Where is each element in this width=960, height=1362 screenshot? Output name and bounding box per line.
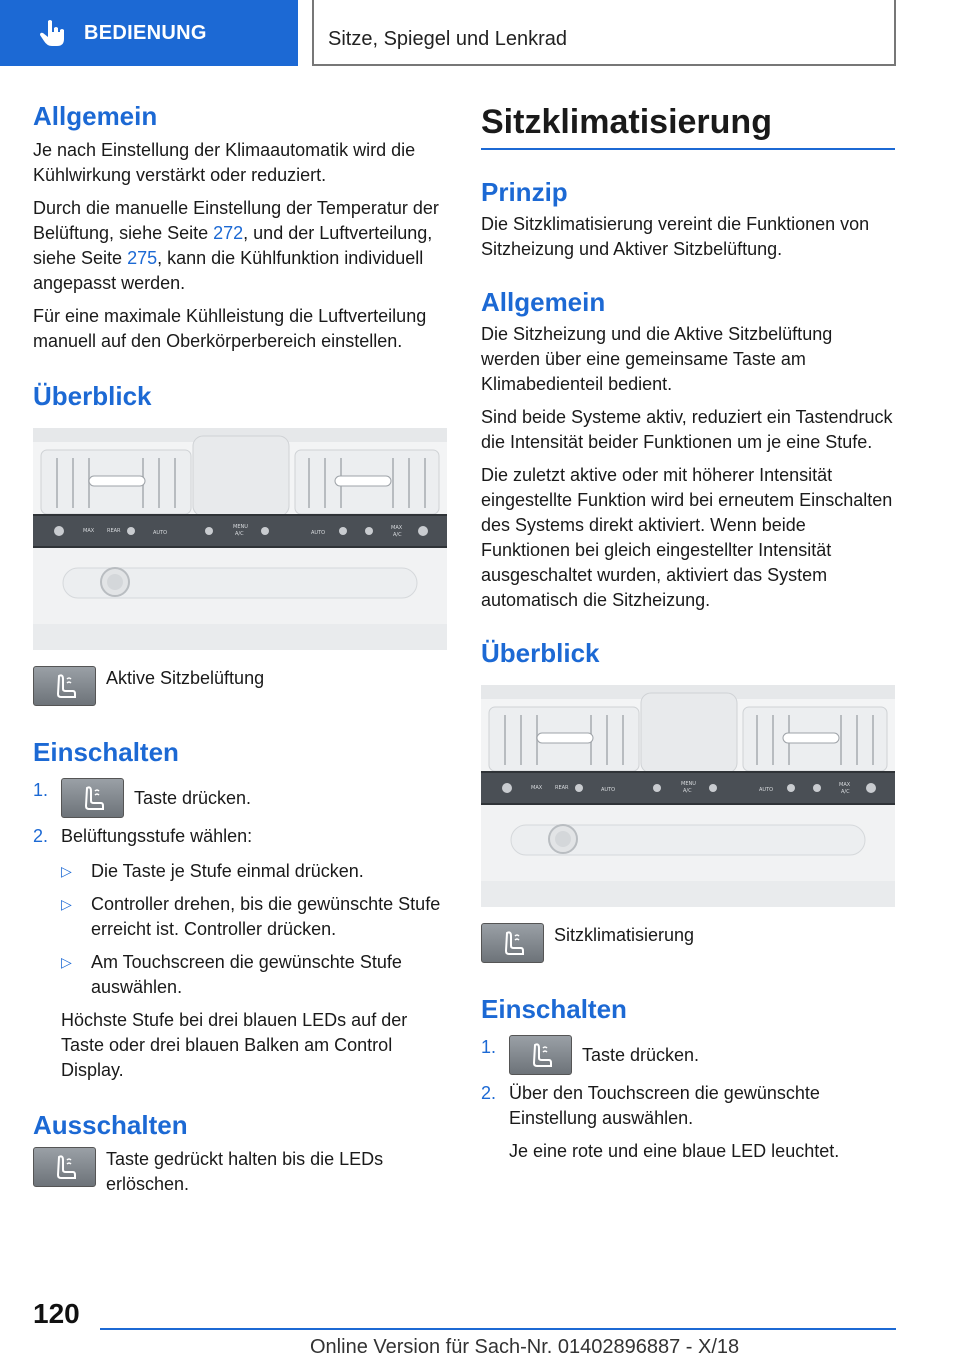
step-item — [481, 1081, 895, 1131]
page-number: 120 — [33, 1298, 80, 1329]
paragraph: Die Sitzheizung und die Aktive Sitzbelüftung werden über eine gemeinsame Taste am Klimabedienteil bedient. — [481, 324, 833, 394]
step-text: Belüftungsstufe wählen: — [61, 826, 253, 846]
chapter-title: Sitze, Spiegel und Lenkrad — [328, 28, 568, 50]
climate-panel-illustration — [33, 428, 447, 650]
bullet-item — [61, 892, 447, 942]
paragraph: Für eine maximale Kühlleistung die Luftverteilung manuell auf den Oberkörperbereich einstellen. — [33, 306, 427, 351]
step-number: 1. — [481, 1037, 497, 1057]
heading-rule — [481, 148, 895, 150]
seat-ventilation-button-icon — [61, 778, 124, 818]
ausschalten-text: Taste gedrückt halten bis die LEDs erlöschen. — [106, 1149, 384, 1194]
panel-label-ac: A/C — [235, 531, 244, 537]
heading-sitzklimatisierung: Sitzklimatisierung — [481, 103, 772, 141]
step-number: 1. — [33, 780, 49, 800]
heading-einschalten: Einschalten — [33, 737, 179, 767]
paragraph-text: Durch die manuelle Einstellung der Temperatur der Belüftung, siehe Seite — [33, 198, 439, 243]
image-caption-row — [481, 923, 895, 963]
panel-label-auto: AUTO — [153, 530, 168, 536]
heading-ueberblick-right: Überblick — [481, 638, 600, 668]
bullet-item — [61, 859, 447, 884]
triangle-bullet-icon: ▷ — [61, 863, 72, 879]
image-caption: Sitzklimatisierung — [554, 925, 695, 945]
step-item — [33, 778, 447, 818]
panel-label-max-right: MAX — [839, 782, 851, 788]
heading-ueberblick: Überblick — [33, 381, 152, 411]
image-caption: Aktive Sitzbelüftung — [106, 668, 265, 688]
step-note: Je eine rote und eine blaue LED leuchtet. — [509, 1141, 840, 1161]
panel-label-max: MAX — [531, 785, 543, 791]
section-tab[interactable] — [0, 0, 298, 66]
panel-label-ac: A/C — [683, 788, 692, 794]
bullet-text: Am Touchscreen die gewünschte Stufe auswählen. — [91, 952, 402, 997]
paragraph-text: , kann die Kühlfunktion individuell angepasst werden. — [33, 248, 424, 293]
panel-label-auto-right: AUTO — [759, 787, 774, 793]
climate-panel-illustration — [481, 685, 895, 907]
panel-label-ac-right: A/C — [393, 532, 402, 538]
seat-ventilation-button-icon — [33, 666, 96, 706]
triangle-bullet-icon: ▷ — [61, 896, 72, 912]
right-column — [481, 100, 895, 1164]
panel-label-auto-right: AUTO — [311, 530, 326, 536]
seat-ventilation-button-icon — [33, 1147, 96, 1187]
paragraph — [33, 196, 447, 296]
paragraph: Sind beide Systeme aktiv, reduziert ein Tastendruck die Intensität beider Funktionen um je eine Stufe. — [481, 407, 893, 452]
ausschalten-row — [33, 1147, 447, 1197]
footer-rule — [100, 1328, 896, 1330]
panel-label-max: MAX — [83, 528, 95, 534]
step-number: 2. — [481, 1083, 497, 1103]
step-note: Höchste Stufe bei drei blauen LEDs auf der Taste oder drei blauen Balken am Control Display. — [61, 1010, 408, 1080]
paragraph-text: , und der Luftverteilung, siehe Seite — [33, 223, 433, 268]
page-link-275[interactable]: 275 — [127, 248, 158, 268]
seat-climate-button-icon — [481, 923, 544, 963]
panel-label-ac-right: A/C — [841, 789, 850, 795]
step-text: Taste drücken. — [582, 1044, 700, 1065]
bullet-text: Controller drehen, bis die gewünschte Stufe erreicht ist. Controller drücken. — [91, 894, 441, 939]
paragraph: Die zuletzt aktive oder mit höherer Intensität eingestellte Funktion wird bei erneutem Einschalten des Systems direkt aktiviert. Wenn beide Funktionen bei gleich eingestellter Intensität ausgeschaltet wurden, aktiviert das System automatisch die Sitzheizung. — [481, 465, 893, 610]
panel-label-menu: MENU — [681, 781, 696, 787]
left-column — [33, 100, 447, 1197]
step-text: Über den Touchscreen die gewünschte Einstellung auswählen. — [509, 1083, 820, 1128]
footer-online-version: Online Version für Sach-Nr. 01402896887 - X/18 — [310, 1336, 740, 1358]
step-number: 2. — [33, 826, 49, 846]
bullet-text: Die Taste je Stufe einmal drücken. — [91, 861, 364, 881]
panel-label-menu: MENU — [233, 524, 248, 530]
seat-climate-button-icon — [509, 1035, 572, 1075]
panel-label-auto: AUTO — [601, 787, 616, 793]
heading-allgemein-right: Allgemein — [481, 287, 606, 317]
page-link-272[interactable]: 272 — [213, 223, 244, 243]
paragraph: Die Sitzklimatisierung vereint die Funktionen von Sitzheizung und Aktiver Sitzbelüftung. — [481, 214, 870, 259]
dashboard-illustration — [33, 428, 447, 650]
step-item — [481, 1035, 895, 1075]
heading-ausschalten: Ausschalten — [33, 1110, 188, 1140]
step-text: Taste drücken. — [134, 787, 252, 808]
panel-label-max-right: MAX — [391, 525, 403, 531]
bullet-item — [61, 950, 447, 1000]
image-caption-row — [33, 666, 447, 706]
dashboard-illustration — [481, 685, 895, 907]
step-item — [33, 824, 447, 849]
chapter-title-box — [312, 0, 896, 66]
triangle-bullet-icon: ▷ — [61, 954, 72, 970]
panel-label-rear: REAR — [555, 785, 569, 791]
heading-prinzip: Prinzip — [481, 177, 568, 207]
heading-allgemein: Allgemein — [33, 101, 158, 131]
panel-label-rear: REAR — [107, 528, 121, 534]
hand-pointer-icon — [36, 17, 68, 49]
paragraph: Je nach Einstellung der Klimaautomatik wird die Kühlwirkung verstärkt oder reduziert. — [33, 140, 416, 185]
heading-einschalten-right: Einschalten — [481, 994, 627, 1024]
section-tab-label: BEDIENUNG — [84, 21, 207, 44]
